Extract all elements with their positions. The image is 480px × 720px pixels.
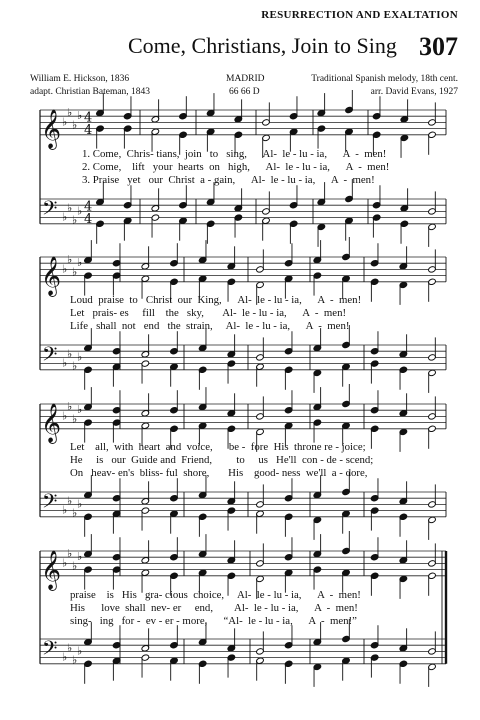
bass-clef: 𝄢 bbox=[42, 342, 58, 371]
flat-sign: ♭ bbox=[67, 106, 73, 120]
flat-sign: ♭ bbox=[72, 118, 78, 132]
meter: 66 66 D bbox=[229, 87, 260, 97]
time-signature: 4 bbox=[84, 110, 93, 126]
lyric-line: 1. Come, Chris- tians, join to sing, Al- le - lu - ia, A - men! bbox=[82, 148, 387, 160]
lyric-line: Let prais- es fill the sky, Al- le - lu - ia, A - men! bbox=[70, 307, 347, 319]
flat-sign: ♭ bbox=[67, 400, 73, 414]
bass-clef: 𝄢 bbox=[42, 636, 58, 665]
flat-sign: ♭ bbox=[62, 409, 68, 423]
lyric-line: Life shall not end the strain, Al- le - lu - ia, A - men! bbox=[70, 320, 350, 332]
flat-sign: ♭ bbox=[62, 650, 68, 664]
bass-clef: 𝄢 bbox=[42, 196, 58, 225]
hymn-title: Come, Christians, Join to Sing bbox=[128, 33, 397, 58]
flat-sign: ♭ bbox=[72, 559, 78, 573]
flat-sign: ♭ bbox=[62, 556, 68, 570]
flat-sign: ♭ bbox=[62, 115, 68, 129]
author-credit: William E. Hickson, 1836 bbox=[30, 74, 130, 84]
flat-sign: ♭ bbox=[67, 253, 73, 267]
lyric-line: He is our Guide and Friend, to us He'll con - de - scend; bbox=[70, 454, 374, 466]
treble-clef: 𝄞 bbox=[41, 255, 62, 296]
lyric-line: sing- ing for - ev - er - more, “Al- le - lu - ia, A - men!” bbox=[70, 615, 357, 627]
lyric-line: 2. Come, lift your hearts on high, Al- le - lu - ia, A - men! bbox=[82, 161, 390, 173]
lyric-line: 3. Praise yet our Christ a - gain, Al- le - lu - ia, A - men! bbox=[82, 174, 375, 186]
arranger-credit: arr. David Evans, 1927 bbox=[370, 87, 458, 97]
flat-sign: ♭ bbox=[67, 347, 73, 361]
time-signature: 4 bbox=[84, 199, 93, 215]
lyric-line: His love shall nev- er end, Al- le - lu - ia, A - men! bbox=[70, 602, 358, 614]
flat-sign: ♭ bbox=[67, 201, 73, 215]
hymn-number: 307 bbox=[419, 32, 458, 61]
flat-sign: ♭ bbox=[62, 262, 68, 276]
bass-clef: 𝄢 bbox=[42, 489, 58, 518]
flat-sign: ♭ bbox=[77, 403, 83, 417]
flat-sign: ♭ bbox=[72, 653, 78, 667]
flat-sign: ♭ bbox=[77, 204, 83, 218]
flat-sign: ♭ bbox=[72, 359, 78, 373]
flat-sign: ♭ bbox=[67, 494, 73, 508]
flat-sign: ♭ bbox=[72, 412, 78, 426]
flat-sign: ♭ bbox=[77, 109, 83, 123]
lyric-line: Let all, with heart and voice, be - fore His throne re - joice; bbox=[70, 441, 366, 453]
flat-sign: ♭ bbox=[62, 503, 68, 517]
flat-sign: ♭ bbox=[72, 265, 78, 279]
flat-sign: ♭ bbox=[67, 547, 73, 561]
section-heading: RESURRECTION AND EXALTATION bbox=[261, 9, 458, 21]
flat-sign: ♭ bbox=[62, 356, 68, 370]
lyric-line: praise is His gra- cious choice, Al- le - lu - ia, A - men! bbox=[70, 589, 361, 601]
flat-sign: ♭ bbox=[72, 213, 78, 227]
time-signature: 4 bbox=[84, 211, 93, 227]
flat-sign: ♭ bbox=[67, 641, 73, 655]
time-signature: 4 bbox=[84, 122, 93, 138]
flat-sign: ♭ bbox=[77, 644, 83, 658]
flat-sign: ♭ bbox=[72, 506, 78, 520]
tune-name: MADRID bbox=[226, 74, 265, 84]
lyric-line: On heav- en's bliss- ful shore, His good- ness we'll a - dore, bbox=[70, 467, 368, 479]
flat-sign: ♭ bbox=[77, 497, 83, 511]
treble-clef: 𝄞 bbox=[41, 402, 62, 443]
lyric-line: Loud praise to Christ our King, Al- le - lu - ia, A - men! bbox=[70, 294, 362, 306]
adapter-credit: adapt. Christian Bateman, 1843 bbox=[30, 87, 151, 97]
treble-clef: 𝄞 bbox=[41, 108, 62, 149]
flat-sign: ♭ bbox=[62, 210, 68, 224]
flat-sign: ♭ bbox=[77, 550, 83, 564]
flat-sign: ♭ bbox=[77, 350, 83, 364]
flat-sign: ♭ bbox=[77, 256, 83, 270]
melody-credit: Traditional Spanish melody, 18th cent. bbox=[311, 74, 458, 84]
treble-clef: 𝄞 bbox=[41, 549, 62, 590]
